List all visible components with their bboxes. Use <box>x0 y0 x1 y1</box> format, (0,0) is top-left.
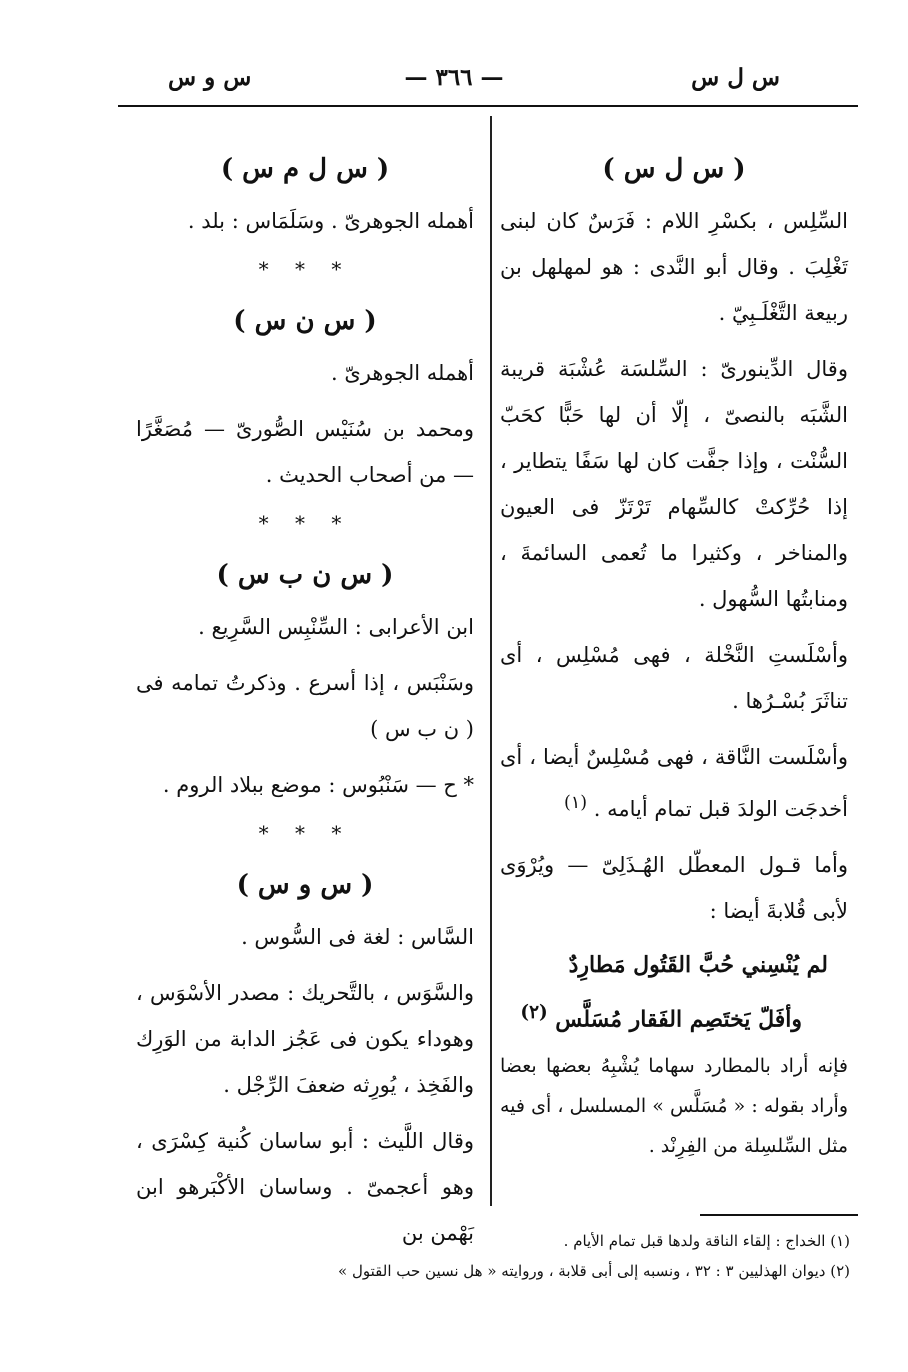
entry-paragraph: السَّاس : لغة فى السُّوس . <box>241 925 474 949</box>
section-separator: * * * <box>258 821 352 845</box>
footnote-2: (٢) ديوان الهذليين ٣ : ٣٢ ، ونسبه إلى أبى قلابة ، وروايته « هل نسين حب القتول » <box>338 1262 850 1280</box>
entry-heading-sns: ( س ن س ) <box>233 306 377 336</box>
header-rule <box>118 105 858 107</box>
entry-paragraph: * ح — سَنْبُوس : موضع ببلاد الروم . <box>162 773 474 797</box>
column-divider <box>490 116 492 1206</box>
right-column <box>500 140 848 1176</box>
entry-paragraph: وأسْلَستِ النَّخْلة ، فهى مُسْلِس ، أى تناثَرَ بُسْـرُها . <box>500 643 848 713</box>
running-header <box>118 64 790 104</box>
entry-paragraph: ابن الأعرابى : السِّنْبِس السَّرِيع . <box>198 615 474 639</box>
entry-paragraph: وسَنْبَس ، إذا أسرع . وذكرتُ تمامه فى ( ن ب س ) <box>136 671 474 741</box>
entry-heading-snbs: ( س ن ب س ) <box>216 560 394 590</box>
left-column <box>136 140 474 1266</box>
entry-paragraph <box>500 734 848 832</box>
verse-text: وأفَلّ يَختَصِم الفَقار مُسَلَّس <box>555 1006 802 1033</box>
footnotes <box>270 1226 850 1286</box>
page-number: — ٣٦٦ — <box>404 64 504 91</box>
footnote-marker: (١) <box>564 793 588 813</box>
section-separator: * * * <box>258 257 352 281</box>
section-separator: * * * <box>258 511 352 535</box>
entry-paragraph: أهمله الجوهرىّ . <box>330 361 474 385</box>
footnote-rule <box>700 1214 858 1216</box>
entry-paragraph: والسَّوَس ، بالتَّحريك : مصدر الأسْوَس ، وهوداء يكون فى عَجُز الدابة من الوَرِك والفَخِذ ، يُورِثه ضعفَ الرِّجْل . <box>136 981 474 1097</box>
entry-paragraph: وقال اللَّيث : أبو ساسان كُنية كِسْرَى ، وهو أعجمىّ . وساسان الأكْبَرهو ابن بَهْمن بن <box>136 1129 474 1245</box>
verse-line: لم يُنْسِني حُبَّ القَتُول مَطارِدٌ <box>568 952 828 978</box>
footnote-marker: (٢) <box>520 1002 548 1023</box>
entry-heading-slms: ( س ل م س ) <box>220 154 390 184</box>
entry-paragraph: ومحمد بن سُنَيْس الصُّورىّ — مُصَغَّرًا — من أصحاب الحديث . <box>136 417 474 487</box>
entry-heading-sws: ( س و س ) <box>236 870 374 900</box>
entry-paragraph: السِّلِس ، بكسْرِ اللام : فَرَسٌ كان لبنى تَغْلِبَ . وقال أبو النَّدى : هو لمهلهل بن ربيعة التَّغْلَـبِيّ . <box>500 209 848 325</box>
entry-text: وأسْلَست النَّاقة ، فهى مُسْلِسٌ أيضا ، أى أخدجَت الولدَ قبل تمام أيامه . <box>500 745 848 821</box>
verse-line <box>500 992 848 1040</box>
footnote-1: (١) الخداج : إلقاء الناقة ولدها قبل تمام الأيام . <box>563 1232 850 1250</box>
entry-paragraph: فإنه أراد بالمطارد سهاما يُشْبِهُ بعضها بعضا وأراد بقوله : « مُسَلَّس » المسلسل ، أى فيه مثل السِّلسِلة من الفِرِنْد . <box>500 1055 848 1158</box>
entry-heading-sls: ( س ل س ) <box>602 154 746 184</box>
header-left-title: س و س <box>168 64 252 91</box>
header-right-title: س ل س <box>691 64 780 91</box>
entry-paragraph: وقال الدِّينورىّ : السِّلسَة عُشْبَة قريبة الشَّبَه بالنصىّ ، إلّا أن لها حَبًّا كحَبّ السُّنْت ، وإذا جفَّت كان لها سَفًا يتطاير ، إذا حُرِّكتْ كالسِّهام تَرْتَزّ فى العيون والمناخر ، وكثيرا ما تُعمى السائمةَ ، ومنابتُها السُّهول . <box>500 357 848 611</box>
entry-paragraph: أهمله الجوهرىّ . وسَلَمَاس : بلد . <box>187 209 474 233</box>
entry-paragraph: وأما قـول المعطّل الهُـذَلِىّ — ويُرْوَى لأبى قُلابةَ أيضا : <box>500 853 848 923</box>
